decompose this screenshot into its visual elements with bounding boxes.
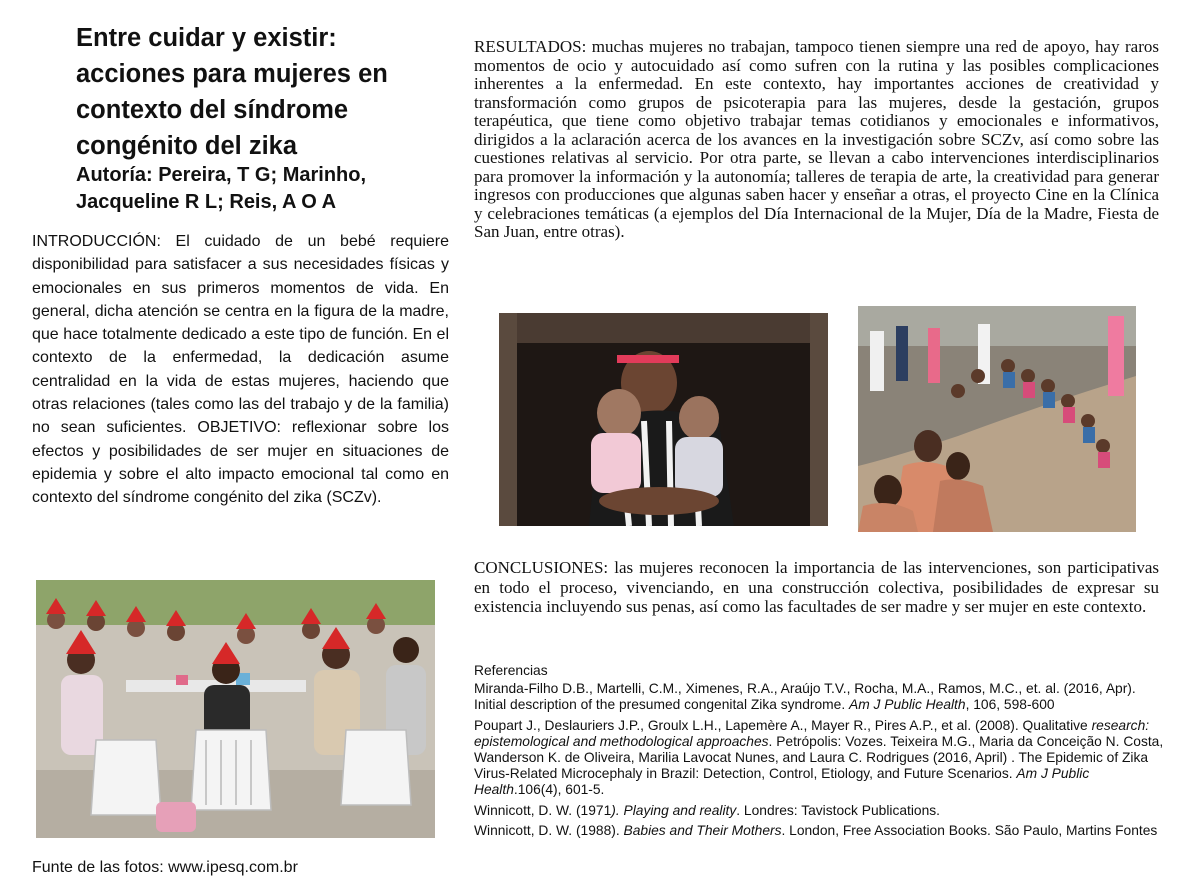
conclusions-section: CONCLUSIONES: las mujeres reconocen la importancia de las intervenciones, son participativas en todo el proceso, vivenciando, en una construcción colectiva, posibilidades de expresar su existencia incluyendo sus penas, así como las facultades de ser madre y ser mujer en este contexto. [474,558,1159,616]
photo-caption: Funte de las fotos: www.ipesq.com.br [32,859,298,876]
introduction-section: INTRODUCCIÓN: El cuidado de un bebé requiere disponibilidad para satisfacer a sus necesidades físicas y emocionales en sus primeros momentos de vida. En general, dicha atención se centra en la figura de la madre, que hace totalmente dedicado a este tipo de función. En el contexto de la enfermedad, la dedicación asume centralidad en la vida de estas mujeres, haciendo que otras relaciones (tales como las del trabajo y de la familia) no sean suficientes. OBJETIVO: reflexionar sobre los efectos y posibilidades de ser mujer en situaciones de epidemia y sobre el alto impacto emocional tal como en contexto del síndrome congénito del zika (SCZv). [32,233,449,507]
reference-item: Winnicott, D. W. (1971). Playing and reality. Londres: Tavistock Publications. [474,802,941,818]
reference-item: Winnicott, D. W. (1988). Babies and Their Mothers. London, Free Association Books. São Paulo, Martins Fontes [474,822,1158,838]
poster-title: Entre cuidar y existir: acciones para mujeres en contexto del síndrome congénito del zika [76,24,388,160]
authors: Autoría: Pereira, T G; Marinho, Jacqueline R L; Reis, A O A [76,164,367,213]
photo-mother-with-babies [499,313,828,526]
reference-item: Miranda-Filho D.B., Martelli, C.M., Ximenes, R.A., Araújo T.V., Rocha, M.A., Ramos, M.C., et. al. (2016, Apr). Initial description of the presumed congenital Zika syndrome. Am J Public Health, 106, 598-600 [474,681,1136,713]
photo-christmas-party [36,580,435,838]
results-section: RESULTADOS: muchas mujeres no trabajan, tampoco tienen siempre una red de apoyo, hay raros momentos de ocio y autocuidado así como sufren con la rutina y las posibles complicaciones inherentes a la enfermedad. En este contexto, hay importantes acciones de creatividad y transformación como grupos de psicoterapia para las mujeres, desde la gestación, grupos terapéutica, que tiene como objetivo trabajar temas cotidianos y emocionales e informativos, dirigidos a la aclaración acerca de los avances en la investigación sobre SCZv, así como sobre las cuestiones relativas al servicio. Por otra parte, se llevan a cabo intervenciones interdisciplinarios para promover la información y la autonomía; talleres de terapia de arte, la creatividad para generar ingresos con producciones que algunas saben hacer y enseñar a otras, el proyecto Cine en la Clínica y celebraciones temáticas (a ejemplos del Día Internacional de la Mujer, Día de la Madre, Fiesta de San Juan, entre otras). [474,37,1159,241]
references-section [474,663,1164,843]
photo-women-group-beach [858,306,1136,532]
references-title: Referencias [474,663,548,678]
reference-item: Poupart J., Deslauriers J.P., Groulx L.H., Lapemère A., Mayer R., Pires A.P., et al. (2008). Qualitative research: epistemological and methodological approaches. Petrópolis: Vozes. Teixeira M.G., Maria da Conceição N. Costa, Wanderson K. de Oliveira, Marilia Lavocat Nunes, and Laura C. Rodrigues (2016, April) . The Epidemic of Zika Virus-Related Microcephaly in Brazil: Detection, Control, Etiology, and Future Scenarios. Am J Public Health.106(4), 601-5. [474,717,1164,798]
